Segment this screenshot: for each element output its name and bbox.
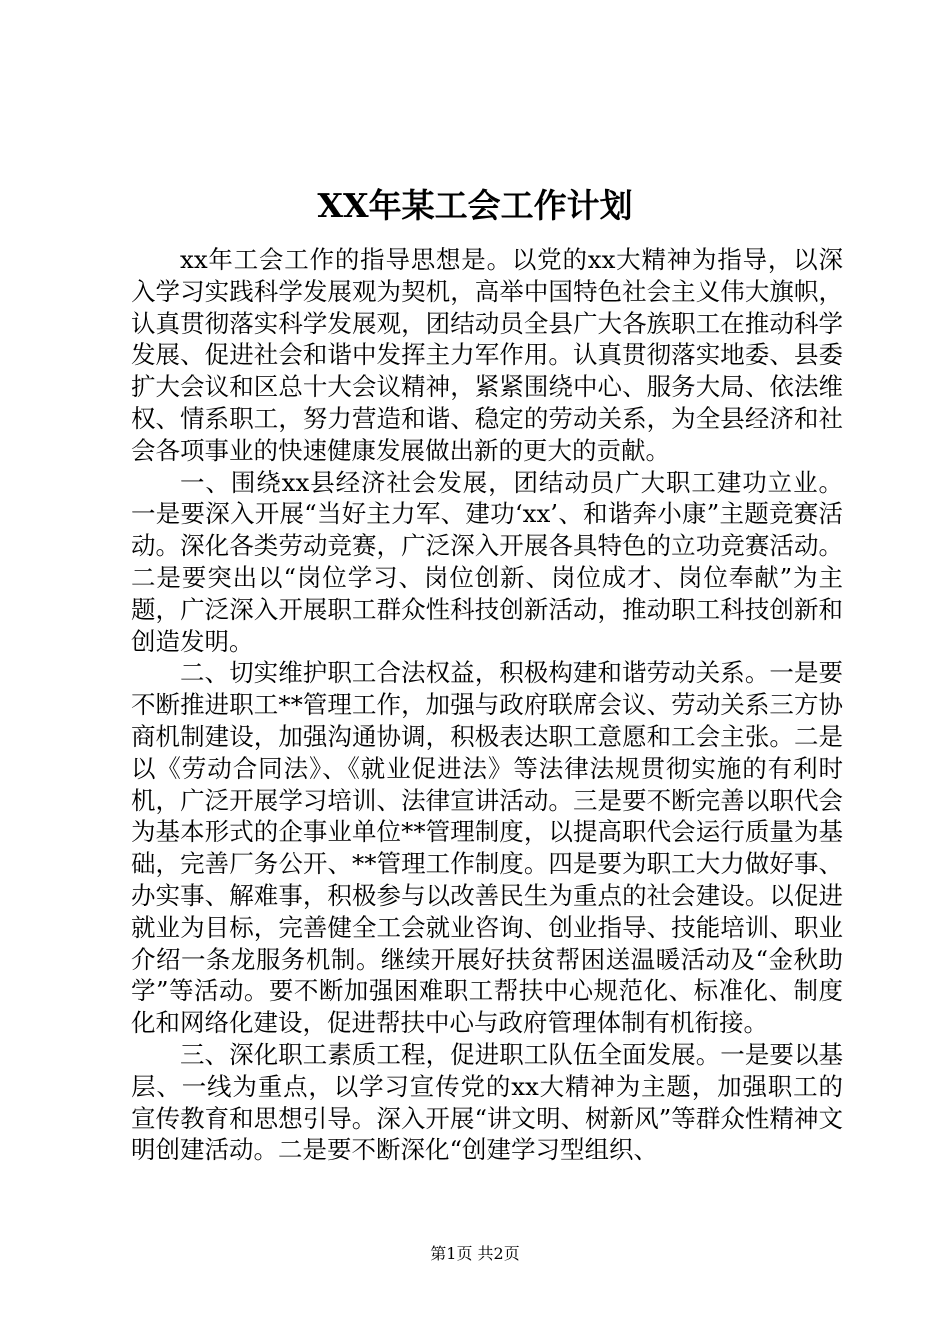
paragraph-section-one: 一、围绕xx县经济社会发展，团结动员广大职工建功立业。一是要深入开展“当好主力军、建功‘xx’、和谐奔小康”主题竞赛活动。深化各类劳动竞赛，广泛深入开展各具特色的立功竞赛活动。二是要突出以“岗位学习、岗位创新、岗位成才、岗位奉献”为主题，广泛深入开展职工群众性科技创新活动，推动职工科技创新和创造发明。 — [131, 467, 843, 656]
page-indicator: 第1页 共2页 — [430, 1244, 520, 1263]
document-body — [131, 244, 843, 1166]
paragraph-section-three: 三、深化职工素质工程，促进职工队伍全面发展。一是要以基层、一线为重点，以学习宣传党的xx大精神为主题，加强职工的宣传教育和思想引导。深入开展“讲文明、树新风”等群众性精神文明创建活动。二是要不断深化“创建学习型组织、 — [131, 1039, 843, 1165]
document-title: XX年某工会工作计划 — [317, 186, 633, 225]
paragraph-guiding-thought: xx年工会工作的指导思想是。以党的xx大精神为指导，以深入学习实践科学发展观为契机，高举中国特色社会主义伟大旗帜，认真贯彻落实科学发展观，团结动员全县广大各族职工在推动科学发展、促进社会和谐中发挥主力军作用。认真贯彻落实地委、县委扩大会议和区总十大会议精神，紧紧围绕中心、服务大局、依法维权、情系职工，努力营造和谐、稳定的劳动关系，为全县经济和社会各项事业的快速健康发展做出新的更大的贡献。 — [131, 245, 843, 465]
page-footer — [0, 1244, 950, 1264]
paragraph-section-two: 二、切实维护职工合法权益，积极构建和谐劳动关系。一是要不断推进职工**管理工作，加强与政府联席会议、劳动关系三方协商机制建设，加强沟通协调，积极表达职工意愿和工会主张。二是以《劳动合同法》、《就业促进法》等法律法规贯彻实施的有利时机，广泛开展学习培训、法律宣讲活动。三是要不断完善以职代会为基本形式的企事业单位**管理制度，以提高职代会运行质量为基础，完善厂务公开、**管理工作制度。四是要为职工大力做好事、办实事、解难事，积极参与以改善民生为重点的社会建设。以促进就业为目标，完善健全工会就业咨询、创业指导、技能培训、职业介绍一条龙服务机制。继续开展好扶贫帮困送温暖活动及“金秋助学”等活动。要不断加强困难职工帮扶中心规范化、标准化、制度化和网络化建设，促进帮扶中心与政府管理体制有机衔接。 — [131, 658, 843, 1038]
